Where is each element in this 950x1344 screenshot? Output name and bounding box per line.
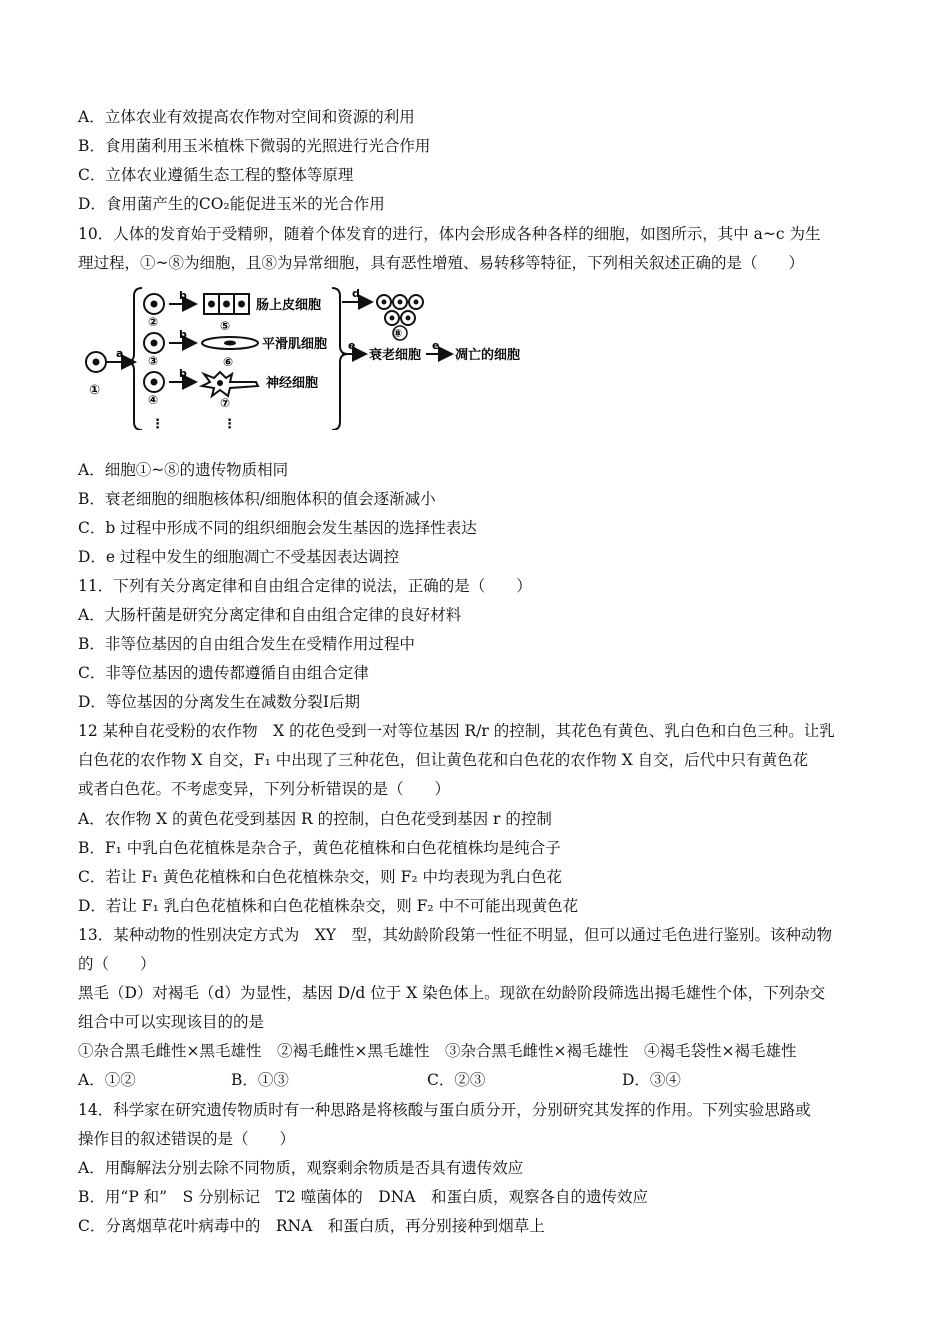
intestinal-epithelial-label: 肠上皮细胞 [256,298,322,313]
q11-option-a: A．大肠杆菌是研究分离定律和自由组合定律的良好材料 [78,606,462,624]
left-brace [126,288,142,430]
q11-stem: 11．下列有关分离定律和自由组合定律的说法，正确的是（ ） [78,577,532,595]
neuron-label: 神经细胞 [266,376,319,391]
smooth-muscle-cell [202,337,258,349]
process-label-e-2: e [432,339,440,352]
cell-label-4: ④ [148,393,159,407]
process-label-a: a [116,347,124,360]
q13-stem-line4: 组合中可以实现该目的的是 [78,1013,265,1031]
stem-cell-4 [144,372,164,392]
cell-label-6: ⑥ [223,355,234,369]
q12-option-a: A．农作物 X 的黄色花受到基因 R 的控制，白色花受到基因 r 的控制 [78,810,552,828]
q13-option-c: C．②③ [427,1071,486,1089]
q12-stem-line3: 或者白色花。不考虑变异，下列分析错误的是（ ） [78,780,451,798]
process-label-b-1: b [179,289,187,302]
cell-label-5: ⑤ [220,319,231,333]
q14-option-a: A．用酶解法分别去除不同物质，观察剩余物质是否具有遗传效应 [78,1159,524,1177]
cell-label-2: ② [148,315,159,329]
cancer-cells [377,295,423,325]
q13-option-d: D．③④ [622,1071,681,1089]
process-label-b-2: b [179,328,187,341]
apoptotic-cell-label: 凋亡的细胞 [455,348,521,363]
q13-stem-line3: 黑毛（D）对褐毛（d）为显性，基因 D/d 位于 X 染色体上。现欲在幼龄阶段筛选出揭毛雄性个体，下列杂交 [78,984,826,1002]
q10-option-a: A．细胞①~⑧的遗传物质相同 [78,461,289,479]
q12-option-c: C．若让 F₁ 黄色花植株和白色花植株杂交，则 F₂ 中均表现为乳白色花 [78,868,563,886]
q11-option-b: B．非等位基因的自由组合发生在受精作用过程中 [78,635,415,653]
aging-cell-label: 衰老细胞 [369,348,422,363]
zygote-cell [86,352,106,372]
q9-option-d: D．食用菌产生的CO₂能促进玉米的光合作用 [78,195,385,213]
q14-option-b: B．用“P 和” S 分别标记 T2 噬菌体的 DNA 和蛋白质，观察各自的遗传效应 [78,1188,648,1206]
cell-label-7: ⑦ [220,396,231,410]
q13-combos: ①杂合黑毛雌性×黑毛雄性 ②褐毛雌性×黑毛雄性 ③杂合黑毛雌性×褐毛雄性 ④褐毛袋性×褐毛雄性 [78,1042,797,1060]
stem-cell-3 [144,333,164,353]
smooth-muscle-label: 平滑肌细胞 [262,337,328,352]
q10-stem-line2: 理过程，①~⑧为细胞，且⑧为异常细胞，具有恶性增殖、易转移等特征，下列相关叙述正确的是（ ） [78,254,804,272]
q9-option-b: B．食用菌利用玉米植株下微弱的光照进行光合作用 [78,137,431,155]
cell-label-8: ⑧ [393,327,403,340]
cell-label-1: ① [89,383,101,398]
q10-option-c: C．b 过程中形成不同的组织细胞会发生基因的选择性表达 [78,519,477,537]
process-label-e-1: e [348,339,356,352]
q11-option-d: D．等位基因的分离发生在减数分裂Ⅰ后期 [78,693,361,711]
q12-option-b: B．F₁ 中乳白色花植株是杂合子，黄色花植株和白色花植株均是纯合子 [78,839,561,857]
process-label-d: d [352,287,360,300]
q10-option-d: D．e 过程中发生的细胞凋亡不受基因表达调控 [78,548,400,566]
q14-stem-line1: 14．科学家在研究遗传物质时有一种思路是将核酸与蛋白质分开，分别研究其发挥的作用。下列实验思路或 [78,1101,811,1119]
q13-stem-line1: 13．某种动物的性别决定方式为 XY 型，其幼龄阶段第一性征不明显，但可以通过毛色进行鉴别。该种动物 [78,926,832,944]
q12-stem-line2: 白色花的农作物 X 自交，F₁ 中出现了三种花色，但让黄色花和白色花的农作物 X 自交，后代中只有黄色花 [78,751,809,769]
q12-stem-line1: 12 某种自花受粉的农作物 X 的花色受到一对等位基因 R/r 的控制，其花色有黄色、乳白色和白色三种。让乳 [78,722,835,740]
q13-option-b: B．①③ [231,1071,289,1089]
q13-option-a: A．①② [78,1071,136,1089]
q10-stem-line1: 10．人体的发育始于受精卵，随着个体发育的进行，体内会形成各种各样的细胞，如图所示，其中 a~c 为生 [78,225,821,243]
neuron-cell [202,372,258,396]
cell-label-3: ③ [148,354,159,368]
q14-stem-line2: 操作目的叙述错误的是（ ） [78,1130,296,1148]
q12-option-d: D．若让 F₁ 乳白色花植株和白色花植株杂交，则 F₂ 中不可能出现黄色花 [78,897,579,915]
q13-options [78,1070,798,1090]
cell-differentiation-diagram [80,282,530,430]
stem-cell-2 [144,294,164,314]
right-brace [332,288,348,430]
q10-option-b: B．衰老细胞的细胞核体积/细胞体积的值会逐渐减小 [78,490,436,508]
continuation-dots-left: ⋮ [151,417,164,430]
continuation-dots-right: ⋮ [223,417,236,430]
q14-option-c: C．分离烟草花叶病毒中的 RNA 和蛋白质，再分别接种到烟草上 [78,1217,545,1235]
q9-option-a: A．立体农业有效提高农作物对空间和资源的利用 [78,108,415,126]
intestinal-epithelial-cells [204,294,249,314]
q9-option-c: C．立体农业遵循生态工程的整体等原理 [78,166,354,184]
q13-stem-line2: 的（ ） [78,955,156,973]
q11-option-c: C．非等位基因的遗传都遵循自由组合定律 [78,664,369,682]
process-label-b-3: b [179,367,187,380]
